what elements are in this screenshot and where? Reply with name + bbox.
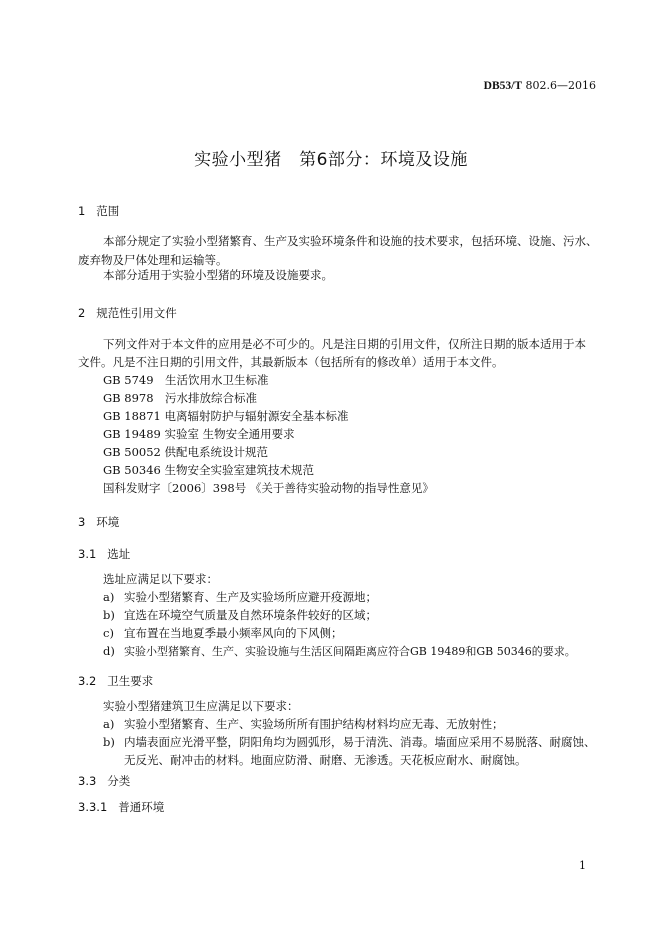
paragraph: 实验小型猪建筑卫生应满足以下要求： [103,699,299,713]
section-2-heading [78,305,177,321]
page-number: 1 [579,859,586,872]
section-title: 分类 [107,774,131,788]
paragraph: 本部分适用于实验小型猪的环境及设施要求。 [103,268,333,282]
list-marker: b) [103,608,115,622]
list-item [103,588,377,607]
paragraph: 本部分规定了实验小型猪繁育、生产及实验环境条件和设施的技术要求，包括环境、设施、污水、 [103,234,598,248]
reference-item: GB 18871 电离辐射防护与辐射源安全基本标准 [103,409,349,423]
reference-item: GB 50346 生物安全实验室建筑技术规范 [103,463,315,477]
section-number: 1 [78,204,86,218]
section-title: 规范性引用文件 [96,306,177,320]
list-marker: a) [103,590,115,604]
list-text: 实验小型猪繁育、生产、实验场所所有围护结构材料均应无毒、无放射性； [124,717,504,731]
list-item [103,642,576,661]
reference-item: GB 8978 污水排放综合标准 [103,391,258,405]
reference-item: GB 5749 生活饮用水卫生标准 [103,373,269,387]
list-text: 实验小型猪繁育、生产及实验场所应避开疫源地； [124,590,377,604]
list-text: 实验小型猪繁育、生产、实验设施与生活区间隔距离应符合GB 19489和GB 50346的要求。 [124,645,576,658]
standard-number: 802.6—2016 [525,79,596,92]
document-title: 实验小型猪 第6部分：环境及设施 [194,150,468,170]
section-3-heading [78,514,119,530]
list-text-continued: 无反光、耐冲击的材料。地面应防滑、耐磨、无渗透。天花板应耐水、耐腐蚀。 [124,753,527,767]
section-title: 选址 [107,547,131,561]
section-title: 普通环境 [118,800,165,814]
paragraph: 下列文件对于本文件的应用是必不可少的。凡是注日期的引用文件，仅所注日期的版本适用于本 [103,337,586,351]
reference-item: GB 50052 供配电系统设计规范 [103,445,269,459]
section-number: 3 [78,515,86,529]
section-number: 3.3.1 [78,800,108,814]
subsection-3-3-1-heading [78,799,164,815]
list-text: 宜选在环境空气质量及自然环境条件较好的区域； [124,608,377,622]
paragraph: 文件。凡是不注日期的引用文件，其最新版本（包括所有的修改单）适用于本文件。 [78,355,504,369]
list-marker: d) [103,644,115,658]
subsection-3-3-heading [78,773,130,789]
list-item [103,733,596,752]
section-title: 环境 [96,515,120,529]
section-title: 卫生要求 [107,674,154,688]
list-text: 内墙表面应光滑平整，阴阳角均为圆弧形，易于清洗、消毒。墙面应采用不易脱落、耐腐蚀、 [124,735,596,749]
list-marker: b) [103,735,115,749]
section-title: 范围 [96,204,120,218]
list-item [103,715,504,734]
document-header [484,79,596,92]
section-number: 2 [78,306,86,320]
section-number: 3.2 [78,674,97,688]
paragraph: 选址应满足以下要求： [103,572,218,586]
reference-item: 国科发财字〔2006〕398号 《关于善待实验动物的指导性意见》 [103,481,434,495]
list-item [103,624,343,643]
reference-item: GB 19489 实验室 生物安全通用要求 [103,427,295,441]
list-marker: c) [103,626,114,640]
standard-code: DB53/T [483,80,522,92]
list-item [103,606,377,625]
paragraph: 废弃物及尸体处理和运输等。 [78,253,228,267]
section-number: 3.1 [78,547,97,561]
subsection-3-2-heading [78,673,153,689]
section-1-heading [78,203,119,219]
subsection-3-1-heading [78,546,130,562]
section-number: 3.3 [78,774,97,788]
list-text: 宜布置在当地夏季最小频率风向的下风侧； [124,626,343,640]
list-marker: a) [103,717,115,731]
